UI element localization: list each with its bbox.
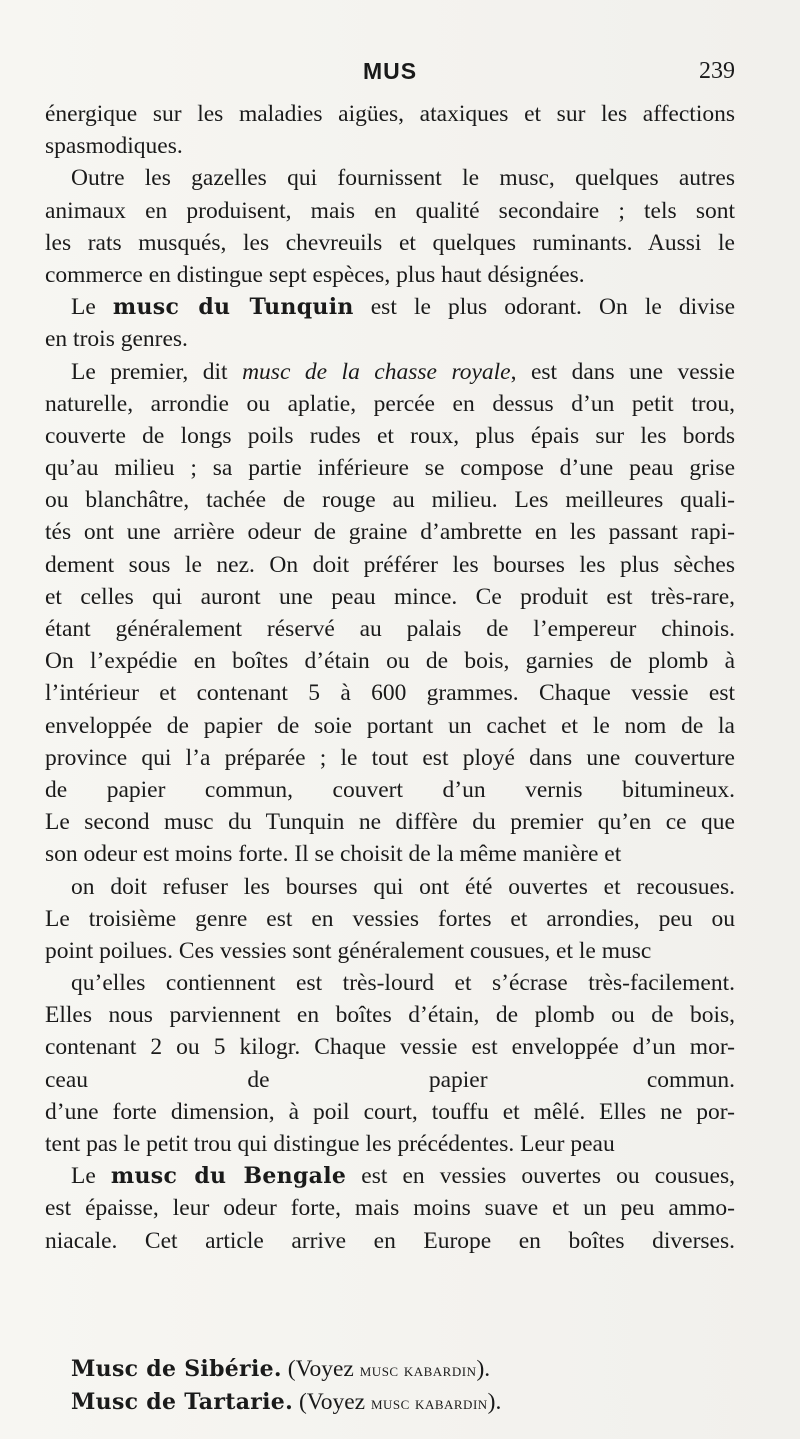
text-line: dement sous le nez. On doit préférer les bourses les plus sèches [45, 551, 735, 578]
text-line: d’une forte dimension, à poil court, touffu et mêlé. Elles ne por- [45, 1098, 735, 1125]
text-line: naturelle, arrondie ou aplatie, percée en dessus d’un petit trou, [45, 390, 735, 417]
entry-term: Musc de Tartarie. [71, 1388, 294, 1415]
text-line: Le second musc du Tunquin ne diffère du premier qu’en ce que [45, 809, 735, 836]
text-line: l’intérieur et contenant 5 à 600 grammes. Chaque vessie est [45, 680, 735, 707]
text-line [45, 1257, 735, 1289]
text-line: qu’elles contiennent est très-lourd et s’écrase très-facilement. [71, 970, 735, 997]
text-line: animaux en produisent, mais en qualité secondaire ; tels sont [45, 197, 735, 224]
text-line: niacale. Cet article arrive en Europe en boîtes diverses. [45, 1227, 735, 1254]
entry-term: Musc de Sibérie. [71, 1356, 282, 1383]
text-line: en trois genres. [45, 326, 188, 353]
text-line: on doit refuser les bourses qui ont été ouvertes et recousues. [71, 873, 735, 900]
text-line: Le troisième genre est en vessies fortes et arrondies, peu ou [45, 905, 735, 932]
text-line: Le musc du Bengale est en vessies ouvertes ou cousues, [71, 1163, 735, 1190]
text-line: On l’expédie en boîtes d’étain ou de bois, garnies de plomb à [45, 648, 735, 675]
text-line: ou blanchâtre, tachée de rouge au milieu. Les meilleures quali- [45, 487, 735, 514]
text-line: son odeur est moins forte. Il se choisit de la même manière et [45, 841, 622, 868]
text-line: province qui l’a préparée ; le tout est ployé dans une couverture [45, 744, 735, 771]
text-line: énergique sur les maladies aigües, ataxiques et sur les affections [45, 101, 735, 127]
text-line: couverte de longs poils rudes et roux, plus épais sur les bords [45, 422, 735, 449]
text-line: les rats musqués, les chevreuils et quelques ruminants. Aussi le [45, 229, 735, 256]
main-text [45, 98, 735, 1418]
text-line: point poilues. Ces vessies sont généralement cousues, et le musc [45, 937, 652, 964]
text-line: spasmodiques. [45, 133, 183, 160]
text-line: tés ont une arrière odeur de graine d’ambrette en les passant rapi- [45, 519, 735, 546]
entry-term: musc du Bengale [110, 1163, 347, 1190]
text-line: Elles nous parviennent en boîtes d’étain, de plomb ou de bois, [45, 1002, 735, 1029]
entry-siberie: Musc de Sibérie. (Voyez musc kabardin). [71, 1356, 491, 1383]
entry-term: musc du Tunquin [112, 294, 354, 321]
text-line: tent pas le petit trou qui distingue les précédentes. Leur peau [45, 1131, 615, 1157]
text-line: commerce en distingue sept espèces, plus haut désignées. [45, 261, 585, 288]
text-line: ceau de papier commun. [45, 1066, 735, 1093]
text-line: de papier commun, couvert d’un vernis bitumineux. [45, 776, 735, 803]
text-line: est épaisse, leur odeur forte, mais moins suave et un peu ammo- [45, 1195, 735, 1222]
text-line: contenant 2 ou 5 kilogr. Chaque vessie est enveloppée d’un mor- [45, 1034, 735, 1061]
text-line [45, 1289, 735, 1321]
text-line: étant généralement réservé au palais de l’empereur chinois. [45, 616, 735, 642]
text-line: Outre les gazelles qui fournissent le musc, quelques autres [71, 165, 735, 192]
text-line: et celles qui auront une peau mince. Ce produit est très-rare, [45, 583, 735, 610]
text-line: Le musc du Tunquin est le plus odorant. On le divise [71, 294, 736, 321]
text-line [45, 1321, 735, 1353]
text-line: enveloppée de papier de soie portant un cachet et le nom de la [45, 712, 735, 739]
running-title: MUS [362, 58, 418, 84]
text-line: qu’au milieu ; sa partie inférieure se compose d’une peau grise [45, 455, 735, 482]
entry-tartarie: Musc de Tartarie. (Voyez musc kabardin). [71, 1388, 502, 1415]
page-number: 239 [699, 58, 735, 84]
italic-term: musc de la chasse royale [242, 358, 511, 385]
text-line: Le premier, dit musc de la chasse royale, est dans une vessie [71, 358, 735, 385]
running-header [45, 58, 735, 92]
